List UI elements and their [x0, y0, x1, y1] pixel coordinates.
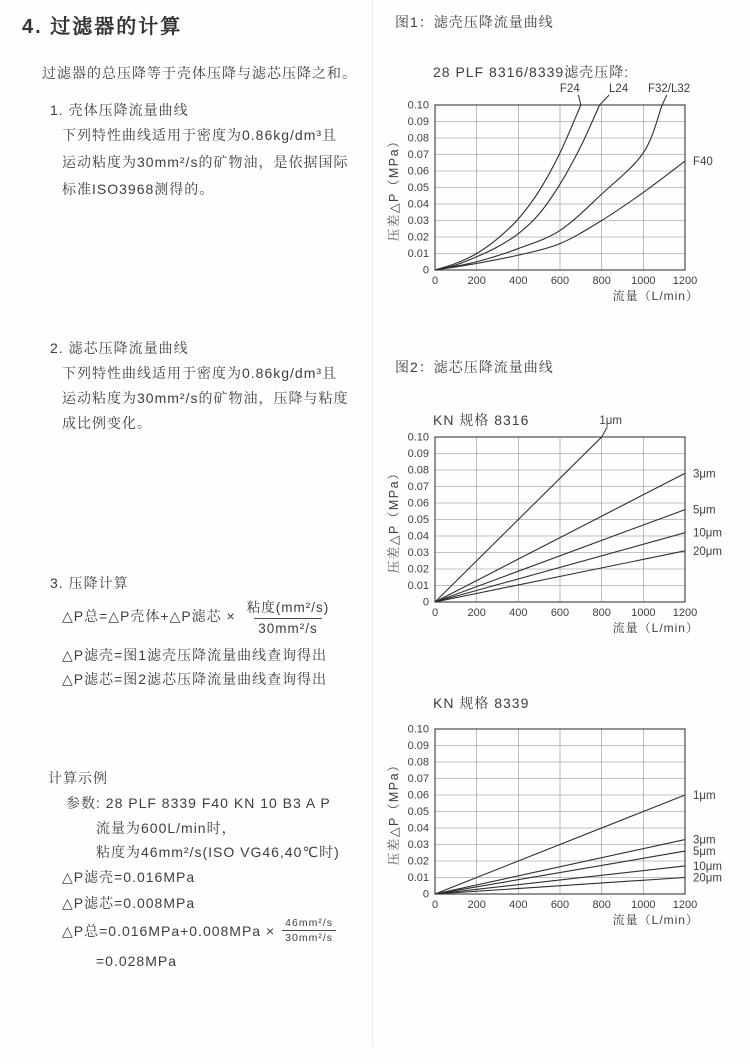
- chart-grid: [435, 729, 685, 894]
- page-title: 4. 过滤器的计算: [22, 16, 183, 38]
- svg-text:400: 400: [509, 607, 528, 619]
- series-label-20um: 20μm: [693, 872, 722, 885]
- svg-text:800: 800: [592, 275, 611, 287]
- example-total-denominator: 30mm²/s: [282, 930, 336, 944]
- svg-text:0.09: 0.09: [407, 740, 429, 752]
- svg-text:0.06: 0.06: [407, 497, 429, 510]
- svg-text:0: 0: [431, 607, 439, 619]
- series-label-F40: F40: [693, 156, 713, 169]
- figure1-chart-title: 28 PLF 8316/8339滤壳压降:: [433, 64, 630, 80]
- figure2-caption: 图2：滤芯压降流量曲线: [395, 359, 554, 375]
- section-1-heading: 1. 壳体压降流量曲线: [50, 102, 189, 118]
- series-label-20um: 20μm: [693, 545, 722, 558]
- series-label-3um: 3μm: [693, 468, 716, 481]
- svg-text:1000: 1000: [631, 607, 656, 619]
- example-total-fraction: [282, 917, 336, 944]
- example-result-shell: △P滤壳=0.016MPa: [62, 869, 196, 885]
- svg-text:0.05: 0.05: [407, 514, 429, 526]
- svg-text:0.02: 0.02: [407, 855, 429, 868]
- svg-text:400: 400: [509, 899, 528, 911]
- pressure-drop-formula: [62, 596, 333, 636]
- svg-text:200: 200: [467, 607, 486, 619]
- formula-numerator: 粘度(mm²/s): [246, 600, 330, 615]
- chart-svg: [385, 75, 735, 307]
- svg-text:1200: 1200: [672, 899, 698, 911]
- svg-text:0.02: 0.02: [407, 231, 429, 244]
- svg-text:0.08: 0.08: [407, 132, 429, 145]
- figure2-chart: [385, 407, 735, 644]
- svg-text:1200: 1200: [672, 275, 698, 287]
- svg-text:0.09: 0.09: [407, 116, 429, 128]
- svg-text:0.04: 0.04: [407, 530, 429, 543]
- svg-text:0: 0: [422, 888, 429, 901]
- svg-text:0.05: 0.05: [407, 182, 429, 194]
- series-label-10um: 10μm: [693, 527, 722, 540]
- example-total-lhs: △P总=0.016MPa+0.008MPa ×: [62, 922, 276, 939]
- series-label-L24: L24: [608, 83, 629, 95]
- svg-text:0.06: 0.06: [407, 789, 429, 802]
- svg-text:1000: 1000: [631, 899, 656, 911]
- svg-text:0.08: 0.08: [407, 464, 429, 477]
- svg-text:400: 400: [509, 275, 528, 287]
- svg-text:0.08: 0.08: [407, 756, 429, 769]
- section-2-heading: 2. 滤芯压降流量曲线: [50, 340, 189, 356]
- figure1-caption: 图1：滤壳压降流量曲线: [395, 14, 554, 30]
- svg-text:0: 0: [431, 275, 439, 287]
- svg-text:0.07: 0.07: [407, 481, 429, 493]
- figure2-chart-title: KN 规格 8316: [433, 412, 530, 428]
- example-viscosity: 粘度为46mm²/s(ISO VG46,40℃时): [96, 844, 340, 860]
- formula-lhs: △P总=△P壳体+△P滤芯 ×: [62, 608, 236, 624]
- y-axis-label: 压差△P（MPa）: [387, 465, 401, 574]
- example-heading: 计算示例: [48, 770, 108, 786]
- series-label-F24: F24: [559, 83, 580, 95]
- y-axis-label: 压差△P（MPa）: [387, 133, 401, 242]
- intro-text: 过滤器的总压降等于壳体压降与滤芯压降之和。: [42, 65, 357, 81]
- formula-note-2: △P滤芯=图2滤芯压降流量曲线查询得出: [62, 671, 328, 687]
- chart-svg: [385, 407, 735, 639]
- svg-text:600: 600: [550, 275, 570, 287]
- svg-text:0.02: 0.02: [407, 563, 429, 576]
- section-2-line: 下列特性曲线适用于密度为0.86kg/dm³且: [62, 365, 338, 381]
- example-total-numerator: 46mm²/s: [285, 917, 334, 929]
- tick-labels: [408, 100, 698, 288]
- example-flow: 流量为600L/min时，: [96, 820, 237, 836]
- chart-grid: [435, 437, 685, 602]
- x-axis-label: 流量（L/min）: [612, 913, 699, 927]
- svg-text:0.03: 0.03: [407, 215, 429, 227]
- svg-text:0.01: 0.01: [407, 872, 429, 884]
- svg-text:0.01: 0.01: [407, 248, 429, 260]
- formula-note-1: △P滤壳=图1滤壳压降流量曲线查询得出: [62, 647, 328, 663]
- y-axis-label: 压差△P（MPa）: [387, 757, 401, 866]
- chart-svg: [385, 699, 735, 931]
- formula-denominator: 30mm²/s: [254, 618, 322, 636]
- section-2-line: 运动粘度为30mm²/s的矿物油，压降与粘度: [62, 390, 349, 406]
- example-result-element: △P滤芯=0.008MPa: [62, 895, 196, 911]
- svg-text:0.04: 0.04: [407, 198, 429, 211]
- formula-fraction: [243, 596, 333, 636]
- series-label-F32/L32: F32/L32: [647, 83, 691, 95]
- example-total-result: =0.028MPa: [96, 953, 177, 969]
- series-label-3um: 3μm: [693, 834, 716, 847]
- tick-labels: [408, 432, 698, 620]
- svg-text:1200: 1200: [672, 607, 698, 619]
- svg-text:0: 0: [422, 264, 429, 277]
- section-1-line: 运动粘度为30mm²/s的矿物油，是依据国际: [62, 154, 349, 170]
- svg-text:600: 600: [550, 899, 570, 911]
- svg-text:0.07: 0.07: [407, 773, 429, 785]
- x-axis-label: 流量（L/min）: [612, 289, 699, 303]
- figure1-chart: [385, 75, 735, 312]
- svg-text:0.10: 0.10: [407, 723, 429, 736]
- series-label-1um: 1μm: [599, 415, 622, 427]
- series-label-1um: 1μm: [693, 790, 716, 802]
- figure3-chart-title: KN 规格 8339: [433, 695, 530, 711]
- svg-text:200: 200: [467, 275, 486, 287]
- svg-text:0.06: 0.06: [407, 165, 429, 178]
- svg-text:1000: 1000: [631, 275, 656, 287]
- svg-text:0.05: 0.05: [407, 806, 429, 818]
- section-2-line: 成比例变化。: [62, 415, 152, 431]
- svg-text:0.10: 0.10: [407, 431, 429, 444]
- svg-text:0.03: 0.03: [407, 839, 429, 851]
- x-axis-label: 流量（L/min）: [612, 621, 699, 635]
- svg-text:0: 0: [431, 899, 439, 911]
- series-label-5um: 5μm: [693, 846, 716, 859]
- section-1-line: 标准ISO3968测得的。: [62, 181, 215, 197]
- svg-text:800: 800: [592, 607, 611, 619]
- tick-labels: [408, 724, 698, 912]
- section-3-heading: 3. 压降计算: [50, 575, 129, 591]
- svg-text:200: 200: [467, 899, 486, 911]
- series-label-10um: 10μm: [693, 860, 722, 873]
- series-label-5um: 5μm: [693, 504, 716, 517]
- example-parameters: 参数: 28 PLF 8339 F40 KN 10 B3 A P: [66, 795, 331, 811]
- chart-grid: [435, 105, 685, 270]
- svg-text:0.07: 0.07: [407, 149, 429, 161]
- svg-text:0.04: 0.04: [407, 822, 429, 835]
- svg-text:600: 600: [550, 607, 570, 619]
- figure3-chart: [385, 699, 735, 936]
- svg-text:0.01: 0.01: [407, 580, 429, 592]
- example-total-formula: [62, 917, 336, 944]
- svg-text:800: 800: [592, 899, 611, 911]
- svg-text:0.10: 0.10: [407, 99, 429, 112]
- column-divider: [372, 0, 373, 1046]
- svg-text:0.03: 0.03: [407, 547, 429, 559]
- svg-text:0.09: 0.09: [407, 448, 429, 460]
- svg-text:0: 0: [422, 596, 429, 609]
- section-1-line: 下列特性曲线适用于密度为0.86kg/dm³且: [62, 127, 338, 143]
